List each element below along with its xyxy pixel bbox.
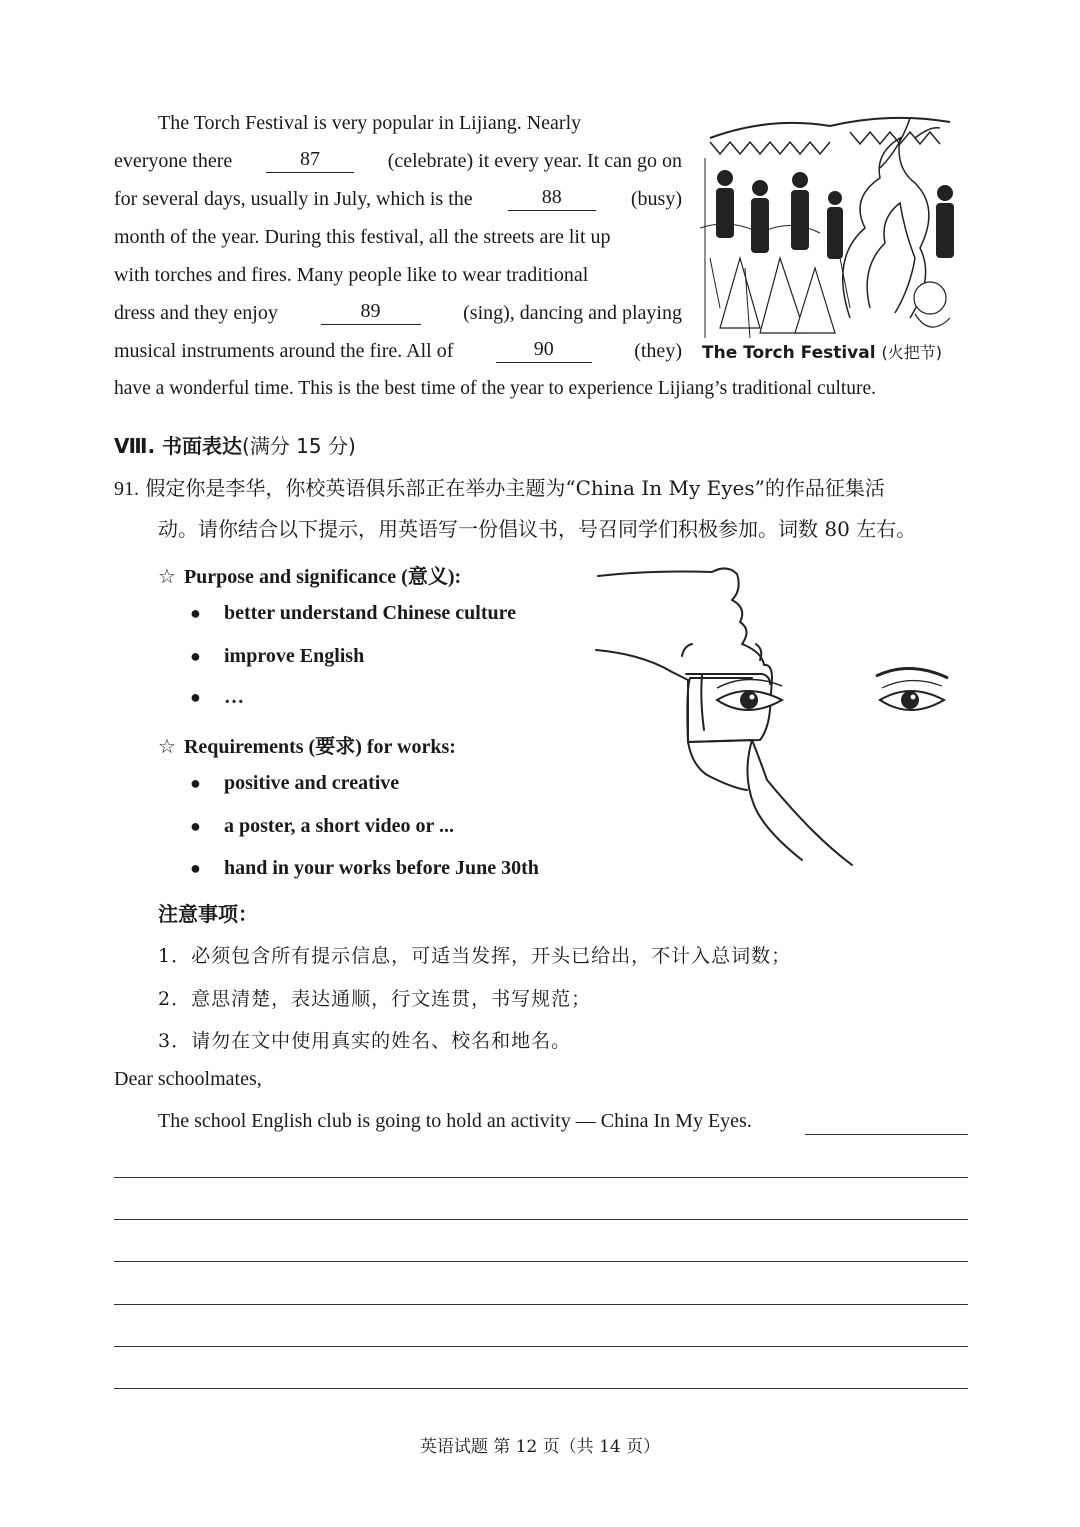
writing-line[interactable]	[114, 1346, 968, 1347]
blank-87[interactable]: 87	[266, 146, 354, 173]
purpose-item: ● …	[190, 686, 244, 708]
page-footer: 英语试题 第 12 页（共 14 页）	[419, 1437, 661, 1457]
note-item: 2．意思清楚，表达通顺，行文连贯，书写规范；	[158, 988, 592, 1010]
bullet-icon: ●	[190, 603, 201, 623]
requirement-item: ● positive and creative	[190, 772, 400, 794]
blank-90[interactable]: 90	[496, 336, 592, 363]
requirement-item: ● hand in your works before June 30th	[190, 857, 539, 879]
star-icon: ☆	[158, 566, 176, 588]
bullet-icon: ●	[190, 773, 201, 793]
passage-line-2: everyone there 87 (celebrate) it every year. It can go on	[114, 148, 682, 172]
letter-opening: The school English club is going to hold an activity — China In My Eyes.	[158, 1110, 752, 1132]
writing-line[interactable]	[114, 1219, 968, 1220]
note-item: 3．请勿在文中使用真实的姓名、校名和地名。	[158, 1030, 572, 1052]
passage-line-1: The Torch Festival is very popular in Lijiang. Nearly	[158, 112, 582, 134]
right-eye-icon	[876, 668, 948, 710]
writing-line[interactable]	[114, 1177, 968, 1178]
purpose-item: ● improve English	[190, 645, 365, 667]
passage-line-3: for several days, usually in July, which is the 88 (busy)	[114, 186, 682, 210]
writing-line[interactable]	[114, 1304, 968, 1305]
star-icon: ☆	[158, 736, 176, 758]
bullet-icon: ●	[190, 687, 201, 707]
writing-line[interactable]	[114, 1261, 968, 1262]
passage-line-6: dress and they enjoy 89 (sing), dancing and playing	[114, 300, 682, 324]
bullet-icon: ●	[190, 816, 201, 836]
passage-line-4: month of the year. During this festival, all the streets are lit up	[114, 226, 611, 248]
passage-line-5: with torches and fires. Many people like to wear traditional	[114, 264, 589, 286]
notes-title: 注意事项：	[158, 902, 258, 926]
letter-salutation: Dear schoolmates,	[114, 1068, 262, 1090]
requirements-heading: ☆ Requirements (要求) for works:	[158, 736, 456, 758]
writing-line[interactable]	[805, 1134, 968, 1135]
writing-line[interactable]	[114, 1388, 968, 1389]
requirement-item: ● a poster, a short video or ...	[190, 815, 454, 837]
hand-frame-eyes-illustration	[592, 560, 962, 870]
section-title: Ⅷ. 书面表达(满分 15 分)	[114, 434, 356, 458]
torch-figure-caption: The Torch Festival (火把节)	[702, 343, 942, 363]
blank-88[interactable]: 88	[508, 184, 596, 211]
passage-line-7: musical instruments around the fire. All of 90 (they)	[114, 338, 682, 362]
purpose-item: ● better understand Chinese culture	[190, 602, 517, 624]
question-line-2: 动。请你结合以下提示，用英语写一份倡议书，号召同学们积极参加。词数 80 左右。	[158, 517, 917, 541]
bullet-icon: ●	[190, 858, 201, 878]
passage-line-8: have a wonderful time. This is the best time of the year to experience Lijiang’s traditional culture.	[114, 378, 877, 399]
torch-festival-illustration	[700, 108, 964, 338]
note-item: 1．必须包含所有提示信息，可适当发挥，开头已给出，不计入总词数；	[158, 945, 792, 967]
question-line-1: 91. 假定你是李华，你校英语俱乐部正在举办主题为“China In My Eyes”的作品征集活	[114, 476, 885, 500]
bullet-icon: ●	[190, 646, 201, 666]
purpose-heading: ☆ Purpose and significance (意义):	[158, 566, 462, 588]
blank-89[interactable]: 89	[321, 298, 421, 325]
